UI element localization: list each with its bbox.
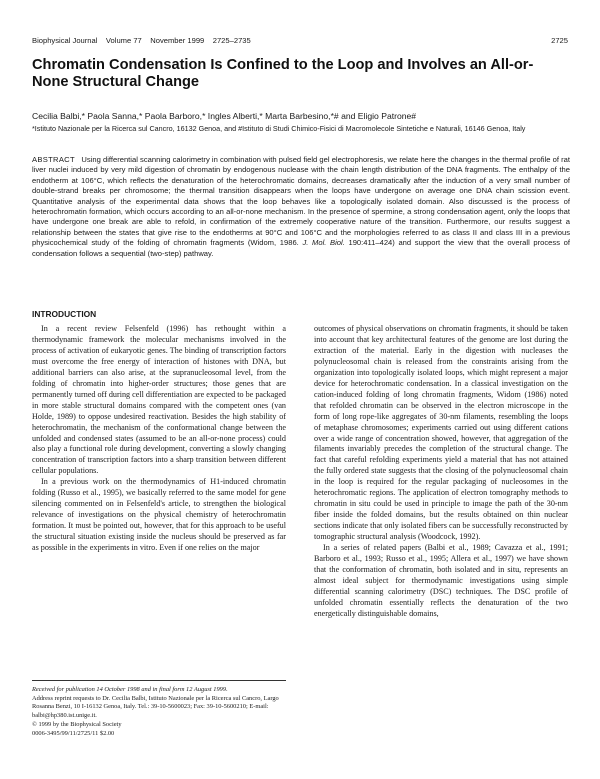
reprint-address: Address reprint requests to Dr. Cecilia Balbi, Istituto Nazionale per la Ricerca sul Cancro, Largo Rosanna Benzi, 10 I-16132 Genoa, Italy. Tel.: 39-10-5600023; Fax: 39-10-5600210; E-mail: balbi@hp380.ist.unige.it. — [32, 694, 279, 720]
journal-volume: Volume 77 — [105, 36, 142, 45]
running-head — [32, 36, 568, 45]
abstract-ref-journal: J. Mol. Biol. — [302, 238, 345, 248]
received-date: Received for publication 14 October 1998 and in final form 12 August 1999. — [32, 686, 228, 693]
author-list: Cecilia Balbi,* Paola Sanna,* Paola Barboro,* Ingles Alberti,* Marta Barbesino,*# and Eligio Patrone# — [32, 111, 417, 121]
text-column-left — [32, 324, 286, 554]
journal-name: Biophysical Journal — [32, 36, 98, 45]
paper-title: Chromatin Condensation Is Confined to the Loop and Involves an All-or-None Structural Change — [32, 57, 534, 90]
page-range: 2725–2735 — [212, 36, 251, 45]
affiliation: *Istituto Nazionale per la Ricerca sul Cancro, 16132 Genoa, and #Istituto di Studi Chimico-Fisici di Macromolecole Sintetiche e Naturali, 16146 Genoa, Italy — [32, 124, 526, 133]
intro-paragraph-2: In a previous work on the thermodynamics of H1-induced chromatin folding (Russo et al., 1995), we basically referred to the same model for gene silencing commented on in Felsenfeld's article, to strengthen the biological relevance of investigations on the physical chemistry of heterochromatin formation. It must be pointed out, however, that for this approach to be useful the structural situation existing inside the nucleus should be preserved as far as possible in the experiments in vitro. Even if one relies on the major — [32, 477, 286, 553]
text-column-right — [314, 324, 568, 620]
intro-paragraph-3: In a series of related papers (Balbi et al., 1989; Cavazza et al., 1991; Barboro et al., 1993; Russo et al., 1995; Allera et al., 1997) we have shown that the conformation of chromatin, both isolated and in situ, represents an almost ideal subject for thermodynamic investigations using simple differential scanning calorimetry (DSC) techniques. The DSC profile of unfolded chromatin essentially reflects the denaturation of the two energetically distinguishable domains, — [314, 543, 568, 618]
footnotes — [32, 686, 286, 738]
article-code: 0006-3495/99/11/2725/11 $2.00 — [32, 729, 115, 737]
abstract-label: ABSTRACT — [32, 155, 75, 164]
abstract-tail: 190:411–424) and support the view that the overall process of condensation follows a sequential (two-step) pathway. — [32, 238, 570, 258]
abstract-text: Using differential scanning calorimetry in combination with pulsed field gel electrophoresis, we relate here the changes in the thermal profile of rat liver nuclei induced by very mild digestion of chromatin by endogenous nuclease with the chain length distribution of the DNA fragments. The enthalpy of the endotherm at 106°C, which reflects the denaturation of the heterochromatic domains, decreases dramatically after the induction of a very small number of double-strand breaks per chromosome; the thermal transition disappears when the loops have undergone on average one DNA chain scission event. Quantitative analysis of the experimental data shows that the loop behaves like a topologically isolated domain. Also discussed is the process of heterochromatin formation, which occurs according to an all-or-none mechanism. In the presence of spermine, a strong condensation agent, only the loops that have undergone one break are able to refold, in confirmation of the extremely cooperative nature of the transition. Furthermore, our results suggest a relationship between the states that give rise to the endotherms at 90°C and 106°C and the morphologies referred to as class II and class III in a previous physicochemical study of the folding of chromatin fragments (Widom, 1986. — [32, 155, 570, 248]
section-heading-introduction: INTRODUCTION — [32, 309, 97, 319]
intro-paragraph-2-continued: outcomes of physical observations on chromatin fragments, it should be taken into account that key architectural features of the genome are lost during the extraction of the material. Early in the digestion with nucleases the polynucleosomal chain is released from the constraints arising from the organization into topologically isolated loops, which might represent a major device for heterochromatic condensation. In a classical investigation on the cation-induced folding of long chromatin fragments, Widom (1986) noted that refolded chromatin can be observed in the electron microscope in the form of long rope-like aggregates of 30-nm filaments, resembling the loops of metaphase chromosomes; experiments carried out using different cations over a wide range of concentration showed, however, that aggregation of the filaments invariably precedes the completion of the structural change. The fact that careful refolding experiments yield a material that has not attained the fully ordered state suggests that the closing of the polynucleosomal chain in the loop is required for the regular packaging of nucleosomes in the heterochromatic regions. The application of electron tomography methods to chromatin in situ could be used in principle to image the path of the 30-nm fiber inside the folded domains, but the results obtained on thin nuclear sections indicate that only isolated fibers can be successfully reconstructed by tomographic structural analysis (Woodcock, 1992). — [314, 324, 568, 542]
copyright-line: © 1999 by the Biophysical Society — [32, 720, 122, 728]
footnote-divider — [32, 680, 286, 681]
abstract — [32, 155, 570, 259]
page-number: 2725 — [551, 36, 568, 45]
journal-date: November 1999 — [150, 36, 205, 45]
intro-paragraph-1: In a recent review Felsenfeld (1996) has rethought within a thermodynamic framework the molecular mechanisms involved in the process of activation of eukaryotic genes. The binding of transcription factors must overcome the free energy of interaction of histones with DNA, but additional barriers can also arise, at the supranucleosomal level, from the folding of chromatin into higher-order structures; those genes that are permanently turned off during cell differentiation are expected to be packaged in more stable structural domains compared with the competent ones (van Holde, 1989) to oppose undesired reactivation. Besides the high stability of heterochromatin, the mechanism of the conformational change between the unfolded and condensed states (assumed to be an all-or-none process) could also play a functional role during development, converting a slowly changing concentration of transcription factors into a sharp transition between different cellular populations. — [32, 324, 286, 476]
